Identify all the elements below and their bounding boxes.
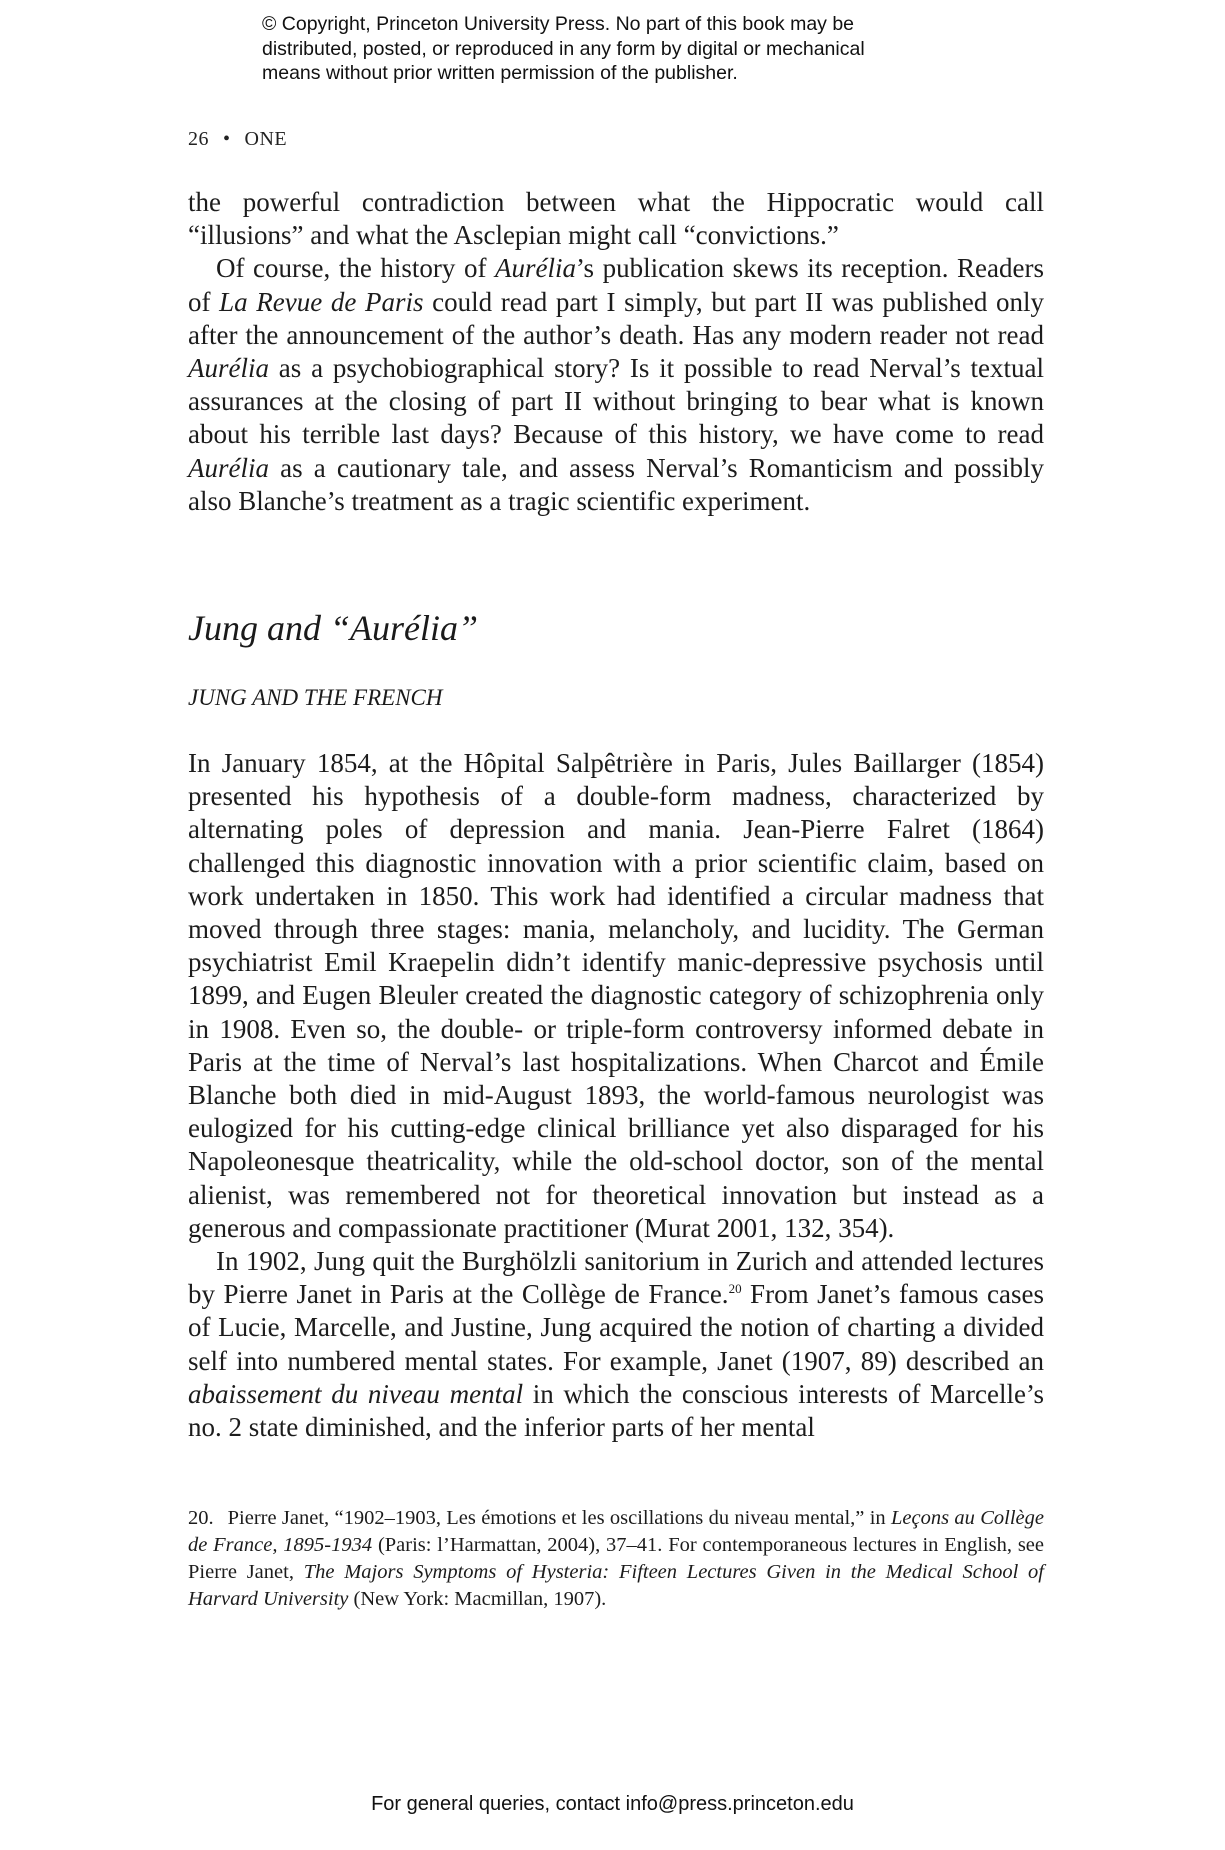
text-run: could read part I simply, but part II was published only after the announcement of the author’s death. Has any modern reader not read [188,286,1044,350]
text-run: In January 1854, at the Hôpital Salpêtrière in Paris, Jules Baillarger (1854) presented his hypothesis of a double-form madness, characterized by alternating poles of depression and mania. Jean-Pierre Falret (1864) challenged this diagnostic innovation with a prior scientific claim, based on work undertaken in 1850. This work had identified a circular madness that moved through three stages: mania, melancholy, and lucidity. The German psychiatrist Emil Kraepelin didn’t identify manic-depressive psychosis until 1899, and Eugen Bleuler created the diagnostic category of schizophrenia only in 1908. Even so, the double- or triple-form controversy informed debate in Paris at the time of Nerval’s last hospitalizations. When Charcot and Émile Blanche both died in mid-August 1893, the world-famous neurologist was eulogized for his cutting-edge clinical brilliance yet also disparaged for his Napoleonesque theatricality, while the old-school doctor, son of the mental alienist, was remembered not for theoretical innovation but instead as a generous and compassionate practitioner (Murat 2001, 132, 354). [188,748,1044,1243]
italic-text: The Majors Symptoms of Hysteria: Fifteen Lectures Given in the Medical School of Harvard University [188,1561,1045,1610]
italic-text: Leçons au Collège de France, 1895-1934 [188,1507,1044,1556]
text-run: in which the conscious interests of Marcelle’s no. 2 state diminished, and the inferior parts of her mental [188,1378,1044,1443]
text-run: Of course, the history of [216,253,496,284]
text-run: as a cautionary tale, and assess Nerval’s Romanticism and possibly also Blanche’s treatment as a tragic scientific experiment. [188,452,1044,516]
copyright-notice [262,12,982,86]
section-heading: Jung and “Aurélia” [188,608,479,648]
body-text-bottom [188,747,1044,1444]
footnote-number: 20. [188,1507,214,1529]
italic-text: Aurélia [495,253,577,284]
italic-text: Aurélia [188,353,269,384]
paragraph [188,747,1044,1245]
page-number: 26 [188,128,209,150]
text-run: Pierre Janet, “1902–1903, Les émotions et les oscillations du niveau mental,” in [227,1507,891,1529]
copyright-line: © Copyright, Princeton University Press. No part of this book may be [262,13,855,35]
text-run: From Janet’s famous cases of Lucie, Marcelle, and Justine, Jung acquired the notion of charting a divided self into numbered mental states. For example, Janet (1907, 89) described an [188,1279,1044,1376]
contact-footer: For general queries, contact info@press.princeton.edu [371,1793,854,1815]
body-text-top [188,186,1044,518]
text-run: (New York: Macmillan, 1907). [348,1588,607,1610]
footnote [188,1505,1044,1613]
running-head [188,128,287,151]
chapter-label: ONE [244,128,288,150]
paragraph [188,252,1044,518]
text-run: ’s publication skews its reception. Readers of [188,253,1044,317]
italic-text: La Revue de Paris [219,286,424,317]
text-run: (Paris: l’Harmattan, 2004), 37–41. For contemporaneous lectures in English, see Pierre Janet, [188,1534,1045,1583]
separator-bullet: • [223,128,231,150]
italic-text: abaissement du niveau mental [188,1378,524,1409]
italic-text: Aurélia [188,452,269,483]
copyright-line: means without prior written permission of the publisher. [262,62,738,84]
footnote-text [188,1507,1044,1610]
paragraph [188,186,1044,252]
copyright-line: distributed, posted, or reproduced in any form by digital or mechanical [262,37,865,60]
text-run: the powerful contradiction between what the Hippocratic would call “illusions” and what the Asclepian might call “convictions.” [188,187,1044,251]
footnote-reference: 20 [728,1281,742,1297]
subsection-heading: JUNG AND THE FRENCH [188,685,443,710]
text-run: In 1902, Jung quit the Burghölzli sanitorium in Zurich and attended lectures by Pierre Janet in Paris at the Collège de France. [188,1246,1044,1310]
text-run: as a psychobiographical story? Is it possible to read Nerval’s textual assurances at the closing of part II without bringing to bear what is known about his terrible last days? Because of this history, we have come to read [188,353,1044,450]
paragraph [188,1245,1044,1444]
